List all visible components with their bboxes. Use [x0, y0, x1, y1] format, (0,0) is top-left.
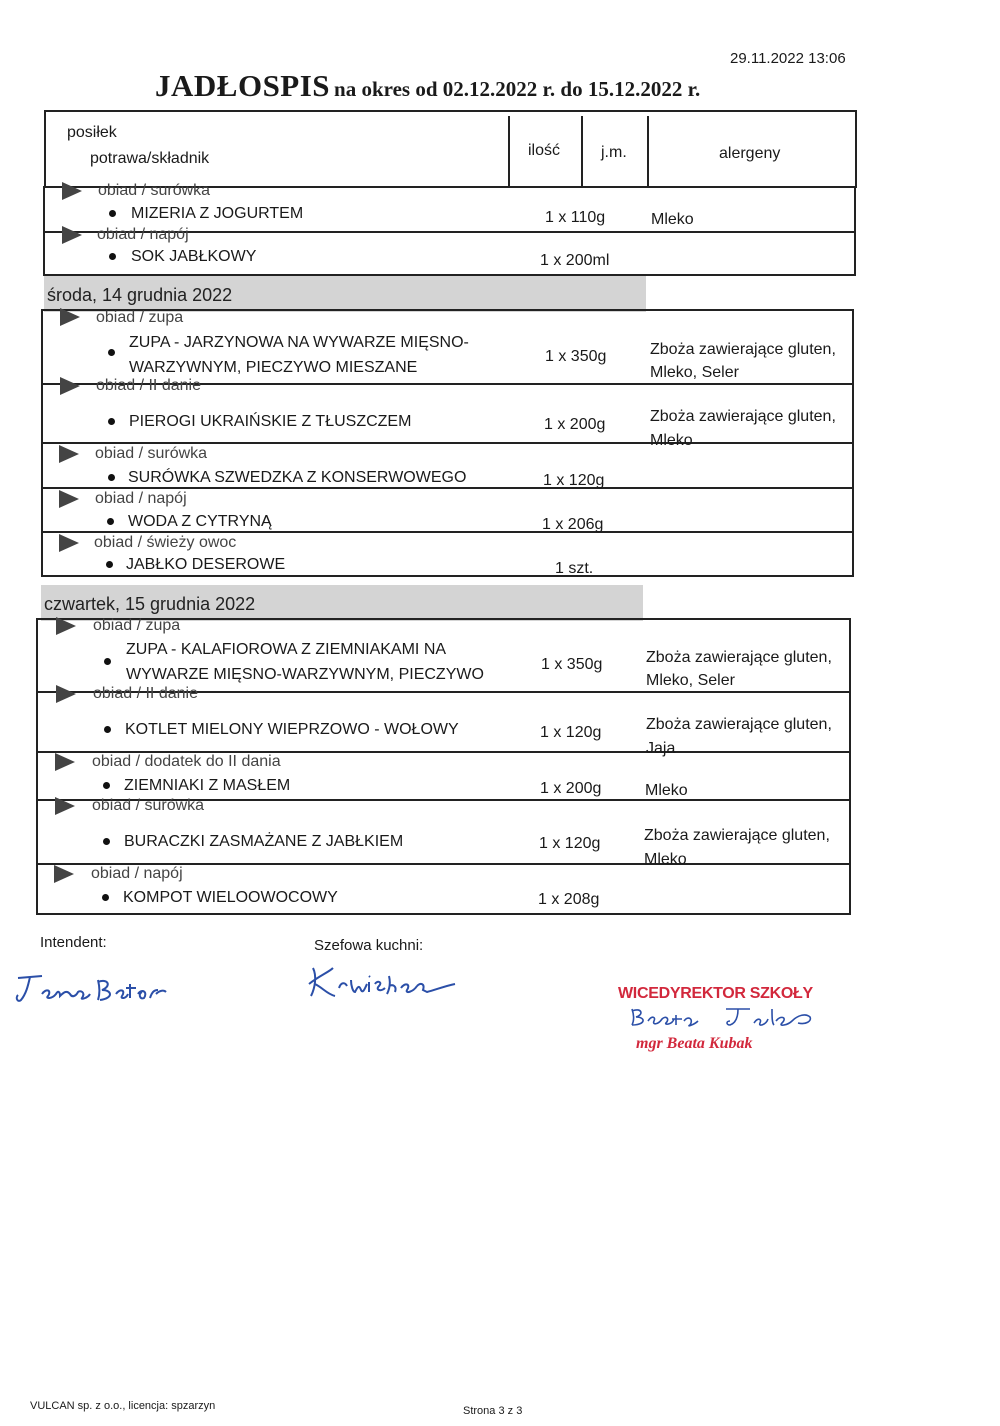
meal-label: obiad / świeży owoc	[94, 534, 237, 551]
triangle-icon	[59, 490, 79, 508]
dish-quantity: 1 x 200g	[544, 416, 606, 433]
triangle-icon	[55, 797, 75, 815]
print-timestamp: 29.11.2022 13:06	[730, 50, 846, 67]
dish-allergens: Zboża zawierające gluten,	[650, 408, 836, 425]
dish-allergens: Zboża zawierające gluten,	[644, 827, 830, 844]
dish-allergens: Zboża zawierające gluten,	[650, 341, 836, 358]
meal-label: obiad / surówka	[92, 797, 205, 814]
bullet-icon	[109, 210, 116, 217]
bullet-icon	[106, 561, 113, 568]
dish-quantity: 1 x 110g	[545, 209, 606, 226]
meal-label: obiad / zupa	[93, 617, 181, 634]
vice-director-stamp	[618, 985, 838, 1060]
dish-name: SOK JABŁKOWY	[131, 248, 257, 265]
meal-label: obiad / surówka	[95, 445, 208, 462]
triangle-icon	[60, 308, 80, 326]
chef-signature	[305, 962, 465, 1002]
dish-quantity: 1 x 120g	[539, 835, 601, 852]
title-main: JADŁOSPIS	[155, 68, 331, 103]
bullet-icon	[108, 474, 115, 481]
dish-quantity: 1 x 200ml	[540, 252, 610, 269]
triangle-icon	[59, 445, 79, 463]
bullet-icon	[103, 782, 110, 789]
dish-name: ZUPA - KALAFIOROWA Z ZIEMNIAKAMI NA	[126, 641, 447, 658]
triangle-icon	[62, 182, 82, 200]
dish-name: ZUPA - JARZYNOWA NA WYWARZE MIĘSNO-	[129, 334, 469, 351]
page-title	[155, 68, 700, 104]
dish-quantity: 1 x 208g	[538, 891, 600, 908]
dish-quantity: 1 x 120g	[540, 724, 602, 741]
dish-name: PIEROGI UKRAIŃSKIE Z TŁUSZCZEM	[129, 413, 412, 430]
dish-allergens-cont: Mleko, Seler	[650, 364, 739, 381]
triangle-icon	[62, 226, 82, 244]
meal-label: obiad / II danie	[93, 685, 198, 702]
bullet-icon	[104, 726, 111, 733]
dish-allergens-cont: Mleko, Seler	[646, 672, 735, 689]
dish-quantity: 1 szt.	[555, 560, 594, 577]
bullet-icon	[104, 658, 111, 665]
dish-quantity: 1 x 350g	[541, 656, 603, 673]
chef-label: Szefowa kuchni:	[314, 937, 424, 954]
dish-name-cont: WARZYWNYM, PIECZYWO MIESZANE	[129, 359, 418, 376]
bullet-icon	[109, 253, 116, 260]
header-meal: posiłek	[67, 124, 117, 141]
triangle-icon	[54, 865, 74, 883]
triangle-icon	[56, 617, 76, 635]
day-label: środa, 14 grudnia 2022	[47, 285, 233, 305]
meal-label: obiad / napój	[97, 226, 189, 243]
bullet-icon	[108, 418, 115, 425]
dish-quantity: 1 x 200g	[540, 780, 602, 797]
bullet-icon	[103, 838, 110, 845]
title-period: na okres od 02.12.2022 r. do 15.12.2022 r.	[334, 77, 701, 101]
bullet-icon	[108, 349, 115, 356]
triangle-icon	[56, 685, 76, 703]
dish-quantity: 1 x 350g	[545, 348, 607, 365]
dish-name: ZIEMNIAKI Z MASŁEM	[124, 777, 291, 794]
triangle-icon	[60, 377, 80, 395]
dish-name: MIZERIA Z JOGURTEM	[131, 205, 304, 222]
dish-quantity: 1 x 120g	[543, 472, 605, 489]
header-quantity: ilość	[528, 142, 561, 159]
stamp-signature	[626, 1003, 826, 1029]
dish-allergens: Zboża zawierające gluten,	[646, 716, 832, 733]
dish-name-cont: WYWARZE MIĘSNO-WARZYWNYM, PIECZYWO	[126, 666, 484, 683]
meal-label: obiad / II danie	[96, 377, 201, 394]
dish-allergens-cont: Jaja	[646, 740, 676, 757]
dish-name: SURÓWKA SZWEDZKA Z KONSERWOWEGO	[128, 469, 467, 486]
dish-name: BURACZKI ZASMAŻANE Z JABŁKIEM	[124, 833, 404, 850]
dish-allergens-cont: Mleko	[644, 851, 687, 868]
bullet-icon	[102, 894, 109, 901]
meal-label: obiad / zupa	[96, 309, 184, 326]
dish-name: JABŁKO DESEROWE	[126, 556, 286, 573]
stamp-name: mgr Beata Kubak	[636, 1035, 753, 1052]
dish-name: KOTLET MIELONY WIEPRZOWO - WOŁOWY	[125, 721, 459, 738]
intendent-label: Intendent:	[40, 934, 107, 951]
meal-label: obiad / napój	[95, 490, 187, 507]
triangle-icon	[59, 534, 79, 552]
bullet-icon	[107, 518, 114, 525]
header-allergens: alergeny	[719, 145, 781, 162]
meal-label: obiad / surówka	[98, 182, 211, 199]
header-dish: potrawa/składnik	[90, 150, 210, 167]
intendent-signature	[12, 968, 172, 1008]
meal-label: obiad / dodatek do II dania	[92, 753, 281, 770]
dish-name: KOMPOT WIELOOWOCOWY	[123, 889, 338, 906]
footer-page-number: Strona 3 z 3	[463, 1405, 523, 1417]
day-label: czwartek, 15 grudnia 2022	[44, 594, 256, 614]
meal-label: obiad / napój	[91, 865, 183, 882]
footer-license: VULCAN sp. z o.o., licencja: spzarzyn	[30, 1400, 216, 1412]
dish-allergens: Zboża zawierające gluten,	[646, 649, 832, 666]
dish-allergens: Mleko	[645, 782, 688, 799]
triangle-icon	[55, 753, 75, 771]
stamp-title: WICEDYREKTOR SZKOŁY	[618, 985, 813, 1002]
dish-allergens: Mleko	[651, 211, 694, 228]
dish-allergens-cont: Mleko	[650, 432, 693, 449]
dish-quantity: 1 x 206g	[542, 516, 604, 533]
dish-name: WODA Z CYTRYNĄ	[128, 513, 272, 530]
header-unit: j.m.	[601, 144, 627, 161]
